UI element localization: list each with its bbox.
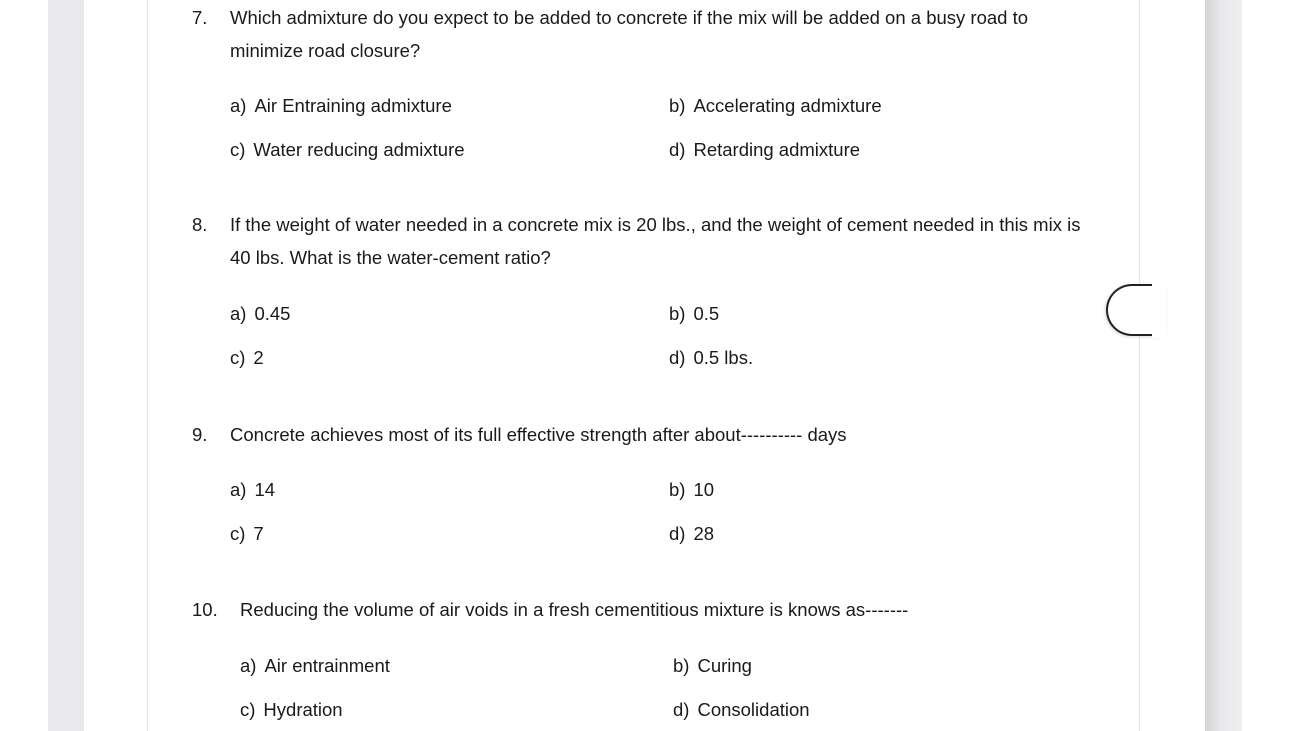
option-text: Accelerating admixture: [693, 95, 882, 116]
option-letter: b): [669, 303, 686, 324]
option-a: [230, 479, 275, 501]
question-text-line: If the weight of water needed in a concrete mix is 20 lbs., and the weight of cement needed in this mix is: [230, 214, 1081, 235]
option-c: [230, 523, 264, 545]
option-letter: a): [230, 479, 247, 500]
option-letter: d): [669, 347, 686, 368]
option-letter: c): [230, 347, 246, 368]
question-text-line: Which admixture do you expect to be added to concrete if the mix will be added on a busy road to: [230, 7, 1029, 28]
option-letter: a): [230, 95, 247, 116]
option-text: Retarding admixture: [693, 139, 861, 160]
option-letter: a): [230, 303, 247, 324]
option-d: [669, 139, 860, 161]
option-letter: c): [230, 523, 246, 544]
option-b: [669, 95, 882, 117]
option-letter: d): [669, 139, 686, 160]
option-text: 0.5: [693, 303, 720, 324]
question-number: 8.: [192, 214, 208, 235]
option-letter: c): [240, 699, 256, 720]
question-text-line: Concrete achieves most of its full effective strength after about---------- days: [230, 424, 847, 445]
option-text: 2: [253, 347, 264, 368]
option-b: [673, 655, 752, 677]
option-c: [230, 139, 465, 161]
question-text-line: minimize road closure?: [230, 40, 421, 61]
option-letter: b): [669, 479, 686, 500]
question-text-line: Reducing the volume of air voids in a fresh cementitious mixture is knows as-------: [240, 599, 909, 620]
option-text: Curing: [697, 655, 752, 676]
option-letter: c): [230, 139, 246, 160]
option-letter: d): [669, 523, 686, 544]
option-text: Consolidation: [697, 699, 810, 720]
option-letter: b): [673, 655, 690, 676]
option-a: [240, 655, 390, 677]
option-text: 10: [693, 479, 715, 500]
option-text: 0.5 lbs.: [693, 347, 754, 368]
question-number: 7.: [192, 7, 208, 28]
question-number: 9.: [192, 424, 208, 445]
option-d: [669, 347, 753, 369]
option-c: [240, 699, 343, 721]
option-letter: a): [240, 655, 257, 676]
option-text: 14: [254, 479, 276, 500]
option-a: [230, 303, 290, 325]
option-a: [230, 95, 452, 117]
option-letter: d): [673, 699, 690, 720]
option-d: [673, 699, 810, 721]
question-number: 10.: [192, 599, 218, 620]
option-text: 28: [693, 523, 715, 544]
question-text-line: 40 lbs. What is the water-cement ratio?: [230, 247, 551, 268]
option-c: [230, 347, 264, 369]
option-text: Hydration: [263, 699, 343, 720]
option-d: [669, 523, 714, 545]
option-b: [669, 479, 714, 501]
option-text: Air Entraining admixture: [254, 95, 452, 116]
option-text: 7: [253, 523, 264, 544]
right-gutter: [1205, 0, 1242, 731]
option-b: [669, 303, 719, 325]
option-letter: b): [669, 95, 686, 116]
side-panel-handle-mask: [1152, 282, 1166, 338]
option-text: 0.45: [254, 303, 291, 324]
option-text: Air entrainment: [264, 655, 390, 676]
left-gutter: [48, 0, 85, 731]
option-text: Water reducing admixture: [253, 139, 465, 160]
